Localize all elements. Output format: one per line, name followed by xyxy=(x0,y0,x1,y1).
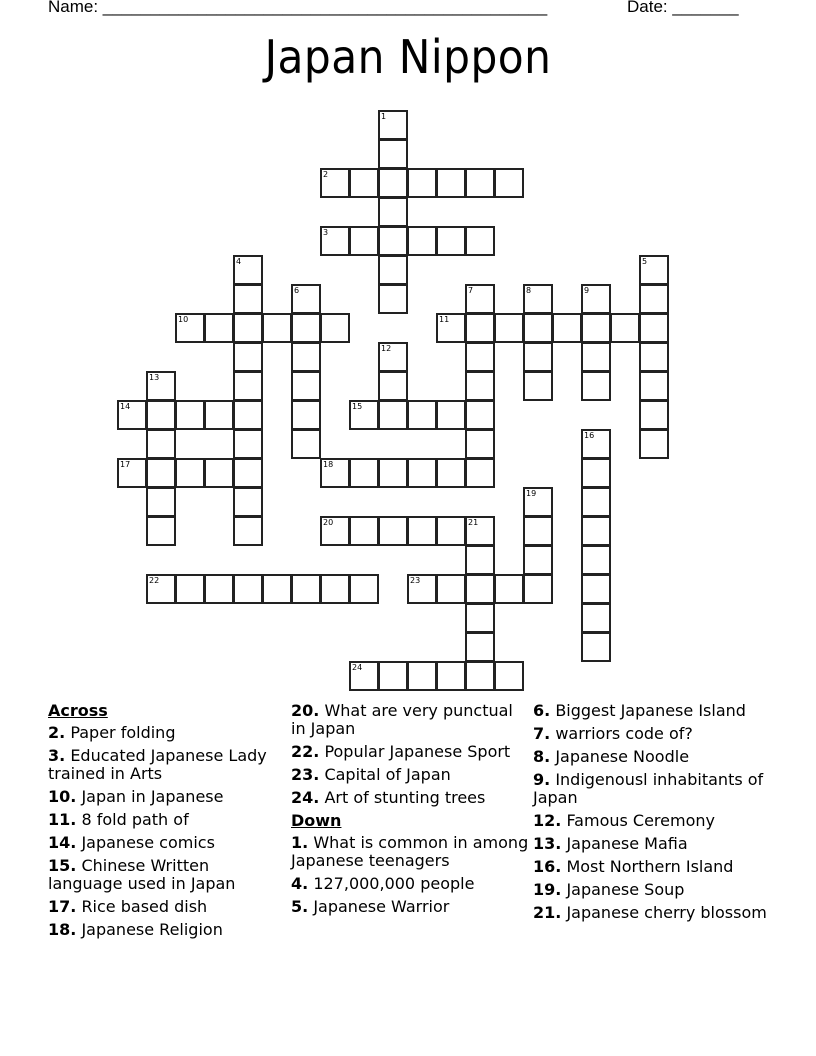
grid-cell[interactable] xyxy=(523,574,553,604)
grid-cell[interactable] xyxy=(465,603,495,633)
name-field-label: Name: _______________________________________________ xyxy=(48,0,548,16)
grid-cell[interactable] xyxy=(465,545,495,575)
grid-cell[interactable] xyxy=(378,139,408,169)
grid-cell[interactable] xyxy=(146,371,176,401)
grid-cell[interactable] xyxy=(349,400,379,430)
grid-cell[interactable] xyxy=(204,574,234,604)
grid-cell[interactable] xyxy=(204,313,234,343)
grid-cell[interactable] xyxy=(233,429,263,459)
clue-across-15 xyxy=(48,857,288,893)
cell-number: 6 xyxy=(294,286,300,295)
clue-across-2 xyxy=(48,724,288,742)
grid-cell[interactable] xyxy=(523,545,553,575)
clue-number: 5. xyxy=(291,897,309,916)
grid-cell[interactable] xyxy=(465,168,495,198)
grid-cell[interactable] xyxy=(349,458,379,488)
grid-cell[interactable] xyxy=(581,574,611,604)
grid-cell[interactable] xyxy=(407,400,437,430)
clue-text: 127,000,000 people xyxy=(313,874,475,893)
grid-cell[interactable] xyxy=(552,313,582,343)
cell-number: 21 xyxy=(468,518,479,527)
grid-cell[interactable] xyxy=(146,516,176,546)
clue-down-1 xyxy=(291,834,531,870)
grid-cell[interactable] xyxy=(204,458,234,488)
cell-number: 20 xyxy=(323,518,334,527)
grid-cell[interactable] xyxy=(465,342,495,372)
grid-cell[interactable] xyxy=(465,632,495,662)
grid-cell[interactable] xyxy=(378,226,408,256)
grid-cell[interactable] xyxy=(407,574,437,604)
grid-cell[interactable] xyxy=(465,661,495,691)
grid-cell[interactable] xyxy=(146,400,176,430)
clue-text: Biggest Japanese Island xyxy=(555,701,746,720)
grid-cell[interactable] xyxy=(320,574,350,604)
grid-cell[interactable] xyxy=(291,313,321,343)
grid-cell[interactable] xyxy=(639,400,669,430)
cell-number: 23 xyxy=(410,576,421,585)
clue-down-5 xyxy=(291,898,531,916)
grid-cell[interactable] xyxy=(523,342,553,372)
grid-cell[interactable] xyxy=(465,429,495,459)
clue-text: Educated Japanese Lady trained in Arts xyxy=(48,746,267,783)
clue-across-18 xyxy=(48,921,288,939)
grid-cell[interactable] xyxy=(436,516,466,546)
grid-cell[interactable] xyxy=(378,661,408,691)
clue-down-13 xyxy=(533,835,773,853)
across-heading: Across xyxy=(48,701,108,720)
clues-column-2 xyxy=(291,702,531,921)
cell-number: 1 xyxy=(381,112,387,121)
clue-number: 19. xyxy=(533,880,562,899)
clue-text: Japanese Mafia xyxy=(566,834,688,853)
clue-number: 12. xyxy=(533,811,562,830)
grid-cell[interactable] xyxy=(291,400,321,430)
grid-cell[interactable] xyxy=(291,371,321,401)
clue-number: 7. xyxy=(533,724,551,743)
grid-cell[interactable] xyxy=(291,574,321,604)
grid-cell[interactable] xyxy=(581,487,611,517)
cell-number: 11 xyxy=(439,315,450,324)
grid-cell[interactable] xyxy=(436,313,466,343)
cell-number: 7 xyxy=(468,286,474,295)
grid-cell[interactable] xyxy=(233,458,263,488)
grid-cell[interactable] xyxy=(465,371,495,401)
clue-text: Paper folding xyxy=(70,723,176,742)
cell-number: 17 xyxy=(120,460,131,469)
grid-cell[interactable] xyxy=(146,574,176,604)
grid-cell[interactable] xyxy=(465,574,495,604)
clue-text: Rice based dish xyxy=(81,897,208,916)
clue-text: Chinese Written language used in Japan xyxy=(48,856,236,893)
clues-column-1 xyxy=(48,702,288,944)
clue-text: Japan in Japanese xyxy=(81,787,224,806)
clue-number: 9. xyxy=(533,770,551,789)
cell-number: 24 xyxy=(352,663,363,672)
down-heading: Down xyxy=(291,811,342,830)
grid-cell[interactable] xyxy=(407,516,437,546)
grid-cell[interactable] xyxy=(349,168,379,198)
clue-across-10 xyxy=(48,788,288,806)
clue-number: 1. xyxy=(291,833,309,852)
grid-cell[interactable] xyxy=(233,284,263,314)
grid-cell[interactable] xyxy=(378,458,408,488)
grid-cell[interactable] xyxy=(407,661,437,691)
clue-number: 18. xyxy=(48,920,77,939)
grid-cell[interactable] xyxy=(175,400,205,430)
grid-cell[interactable] xyxy=(465,516,495,546)
clue-across-11 xyxy=(48,811,288,829)
clue-down-6 xyxy=(533,702,773,720)
grid-cell[interactable] xyxy=(465,400,495,430)
grid-cell[interactable] xyxy=(436,226,466,256)
cell-number: 13 xyxy=(149,373,160,382)
grid-cell[interactable] xyxy=(378,400,408,430)
cell-number: 15 xyxy=(352,402,363,411)
grid-cell[interactable] xyxy=(117,400,147,430)
grid-cell[interactable] xyxy=(581,632,611,662)
cell-number: 3 xyxy=(323,228,329,237)
grid-cell[interactable] xyxy=(494,661,524,691)
grid-cell[interactable] xyxy=(204,400,234,430)
clue-text: Most Northern Island xyxy=(566,857,734,876)
clue-down-4 xyxy=(291,875,531,893)
cell-number: 16 xyxy=(584,431,595,440)
grid-cell[interactable] xyxy=(581,603,611,633)
grid-cell[interactable] xyxy=(146,429,176,459)
grid-cell[interactable] xyxy=(494,574,524,604)
grid-cell[interactable] xyxy=(233,487,263,517)
cell-number: 12 xyxy=(381,344,392,353)
clue-across-23 xyxy=(291,766,531,784)
cell-number: 9 xyxy=(584,286,590,295)
cell-number: 14 xyxy=(120,402,131,411)
clue-across-14 xyxy=(48,834,288,852)
grid-cell[interactable] xyxy=(465,313,495,343)
clue-number: 10. xyxy=(48,787,77,806)
grid-cell[interactable] xyxy=(494,313,524,343)
grid-cell[interactable] xyxy=(320,458,350,488)
grid-cell[interactable] xyxy=(581,516,611,546)
clue-number: 13. xyxy=(533,834,562,853)
grid-cell[interactable] xyxy=(146,487,176,517)
grid-cell[interactable] xyxy=(407,226,437,256)
grid-cell[interactable] xyxy=(523,313,553,343)
clue-across-17 xyxy=(48,898,288,916)
grid-cell[interactable] xyxy=(581,545,611,575)
clue-down-9 xyxy=(533,771,773,807)
grid-cell[interactable] xyxy=(407,458,437,488)
grid-cell[interactable] xyxy=(581,284,611,314)
clue-across-3 xyxy=(48,747,288,783)
clue-text: Japanese comics xyxy=(81,833,215,852)
grid-cell[interactable] xyxy=(291,429,321,459)
clue-number: 17. xyxy=(48,897,77,916)
clue-number: 14. xyxy=(48,833,77,852)
clue-across-20 xyxy=(291,702,531,738)
grid-cell[interactable] xyxy=(436,400,466,430)
grid-cell[interactable] xyxy=(262,313,292,343)
grid-cell[interactable] xyxy=(378,342,408,372)
grid-cell[interactable] xyxy=(320,226,350,256)
grid-cell[interactable] xyxy=(349,661,379,691)
grid-cell[interactable] xyxy=(117,458,147,488)
grid-cell[interactable] xyxy=(349,516,379,546)
grid-cell[interactable] xyxy=(465,458,495,488)
clue-text: Japanese cherry blossom xyxy=(566,903,767,922)
cell-number: 19 xyxy=(526,489,537,498)
grid-cell[interactable] xyxy=(146,458,176,488)
clue-number: 21. xyxy=(533,903,562,922)
clue-text: warriors code of? xyxy=(555,724,693,743)
grid-cell[interactable] xyxy=(523,371,553,401)
clue-text: Famous Ceremony xyxy=(566,811,715,830)
clue-number: 24. xyxy=(291,788,320,807)
clue-text: Art of stunting trees xyxy=(324,788,486,807)
clue-number: 22. xyxy=(291,742,320,761)
grid-cell[interactable] xyxy=(378,197,408,227)
clue-number: 20. xyxy=(291,701,320,720)
grid-cell[interactable] xyxy=(523,284,553,314)
grid-cell[interactable] xyxy=(175,313,205,343)
grid-cell[interactable] xyxy=(378,168,408,198)
clue-text: Capital of Japan xyxy=(324,765,451,784)
clue-down-16 xyxy=(533,858,773,876)
grid-cell[interactable] xyxy=(233,371,263,401)
grid-cell[interactable] xyxy=(639,342,669,372)
grid-cell[interactable] xyxy=(523,487,553,517)
grid-cell[interactable] xyxy=(233,255,263,285)
clue-number: 15. xyxy=(48,856,77,875)
grid-cell[interactable] xyxy=(378,110,408,140)
grid-cell[interactable] xyxy=(581,313,611,343)
grid-cell[interactable] xyxy=(407,168,437,198)
grid-cell[interactable] xyxy=(523,516,553,546)
grid-cell[interactable] xyxy=(233,400,263,430)
clue-number: 16. xyxy=(533,857,562,876)
clue-down-8 xyxy=(533,748,773,766)
grid-cell[interactable] xyxy=(349,574,379,604)
grid-cell[interactable] xyxy=(465,284,495,314)
clue-number: 4. xyxy=(291,874,309,893)
grid-cell[interactable] xyxy=(436,661,466,691)
grid-cell[interactable] xyxy=(581,371,611,401)
clue-number: 11. xyxy=(48,810,77,829)
grid-cell[interactable] xyxy=(233,516,263,546)
grid-cell[interactable] xyxy=(378,371,408,401)
grid-cell[interactable] xyxy=(291,284,321,314)
clue-number: 2. xyxy=(48,723,66,742)
clue-text: Japanese Noodle xyxy=(555,747,690,766)
date-field-label: Date: _______ xyxy=(627,0,739,16)
grid-cell[interactable] xyxy=(291,342,321,372)
grid-cell[interactable] xyxy=(436,574,466,604)
grid-cell[interactable] xyxy=(320,313,350,343)
grid-cell[interactable] xyxy=(349,226,379,256)
clue-text: Japanese Warrior xyxy=(313,897,450,916)
clue-across-22 xyxy=(291,743,531,761)
grid-cell[interactable] xyxy=(320,168,350,198)
clue-number: 3. xyxy=(48,746,66,765)
clue-across-24 xyxy=(291,789,531,807)
grid-cell[interactable] xyxy=(436,168,466,198)
grid-cell[interactable] xyxy=(262,574,292,604)
clue-down-21 xyxy=(533,904,773,922)
grid-cell[interactable] xyxy=(639,429,669,459)
cell-number: 10 xyxy=(178,315,189,324)
clue-number: 6. xyxy=(533,701,551,720)
cell-number: 8 xyxy=(526,286,532,295)
clue-number: 23. xyxy=(291,765,320,784)
cell-number: 2 xyxy=(323,170,329,179)
grid-cell[interactable] xyxy=(378,516,408,546)
grid-cell[interactable] xyxy=(233,313,263,343)
grid-cell[interactable] xyxy=(465,226,495,256)
clues-column-3 xyxy=(533,702,773,927)
clue-text: Japanese Soup xyxy=(566,880,685,899)
clue-text: Popular Japanese Sport xyxy=(324,742,511,761)
grid-cell[interactable] xyxy=(639,313,669,343)
grid-cell[interactable] xyxy=(639,255,669,285)
grid-cell[interactable] xyxy=(378,284,408,314)
grid-cell[interactable] xyxy=(320,516,350,546)
grid-cell[interactable] xyxy=(639,371,669,401)
grid-cell[interactable] xyxy=(233,574,263,604)
grid-cell[interactable] xyxy=(581,429,611,459)
grid-cell[interactable] xyxy=(378,255,408,285)
cell-number: 4 xyxy=(236,257,242,266)
grid-cell[interactable] xyxy=(436,458,466,488)
grid-cell[interactable] xyxy=(494,168,524,198)
clue-number: 8. xyxy=(533,747,551,766)
clue-text: Indigenousl inhabitants of Japan xyxy=(533,770,764,807)
page-title: Japan Nippon xyxy=(264,30,552,84)
clue-text: What is common in among Japanese teenagers xyxy=(291,833,529,870)
grid-cell[interactable] xyxy=(233,342,263,372)
cell-number: 5 xyxy=(642,257,648,266)
clue-text: Japanese Religion xyxy=(81,920,223,939)
grid-cell[interactable] xyxy=(639,284,669,314)
cell-number: 22 xyxy=(149,576,160,585)
grid-cell[interactable] xyxy=(581,342,611,372)
grid-cell[interactable] xyxy=(610,313,640,343)
clue-down-12 xyxy=(533,812,773,830)
cell-number: 18 xyxy=(323,460,334,469)
clue-down-7 xyxy=(533,725,773,743)
grid-cell[interactable] xyxy=(581,458,611,488)
clue-text: 8 fold path of xyxy=(81,810,189,829)
clue-text: What are very punctual in Japan xyxy=(291,701,513,738)
grid-cell[interactable] xyxy=(175,458,205,488)
grid-cell[interactable] xyxy=(175,574,205,604)
clue-down-19 xyxy=(533,881,773,899)
